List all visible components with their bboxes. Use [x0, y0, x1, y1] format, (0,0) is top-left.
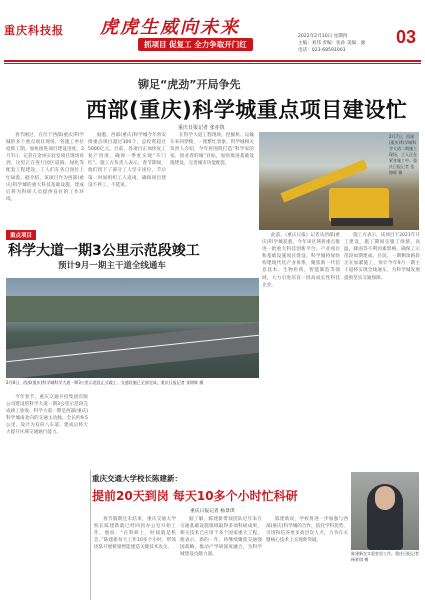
story3-byline: 重庆日报记者 杨景琪: [190, 509, 235, 514]
story1-photo-caption: 2月7日，西部(重庆)科学城科学大道二期施工现场，工人正在紧张施工中。重庆日报记者 张锦辉 摄: [389, 134, 417, 175]
page-number: 03: [396, 27, 417, 47]
story3-column-3: [266, 516, 348, 600]
story3-headline: 提前20天到岗 每天10多个小时忙科研: [92, 489, 298, 503]
story1-col1-text: 春节刚过，在位于西部(重庆)科学城的多个重点项目现场，各施工单位抢抓工期，加快推进项目建设进度。2月7日，记者在金凤实验室项目现场看到，这里正在进行园区道路、绿化等配套工程建设，工人们在各自岗位上忙碌着。据介绍，该项目作为西部(重庆)科学城的重大科技基础设施，建成后将为科研人员提供良好的工作环境。: [6, 133, 84, 202]
story1-column-5: [344, 232, 420, 468]
story2-column-1: [6, 394, 88, 600]
dateline-phone: 电话：023-68591003: [298, 48, 346, 53]
story1-col5-text: 施工方表示，该项目于2021年开工建设，施工期间克服了疫情、高温、降雨等不利因素影响，确保了示范段如期建成。目前，一期剩余路段正在加紧施工，预计今年9月一期主干道将实现全线通车，为科学城发展提供坚实交通保障。: [344, 233, 420, 281]
story1-col2-text: 据悉，西部(重庆)科学城今年将安排重点项目超过300个，总投资超过5000亿元。目前，各项目正加快复工复产进度，确保一季度实现“开门红”。施工方负责人表示，春节期间，他们留下了部分工人坚守岗位，节后第一时间组织工人返岗，确保项目建设不停工、不延误。: [88, 133, 166, 188]
person-face: [375, 486, 395, 510]
dateline: [298, 33, 408, 54]
story3-column-2: [180, 516, 262, 600]
story1-byline: 重庆日报记者 张亦筑: [178, 125, 225, 131]
story1-column-2: [88, 132, 166, 227]
road-photo: [6, 278, 259, 378]
tree-line: [6, 296, 259, 322]
story1-column-4: [262, 232, 340, 468]
story3-col2-text: 据了解，陈建新带领团队近年来在交通基础设施领域取得多项科研成果，相关技术已应用于多个国家重大工程。他表示，新的一年，将继续聚焦交通强国战略，推动产学研深度融合，为科学城建设贡献力量。: [180, 517, 262, 558]
masthead: [0, 0, 425, 70]
excavator-track: [331, 218, 393, 226]
road-surface: [6, 323, 259, 378]
story1-col3-text: 在科学大道工程现场，挖掘机、运输车来回穿梭，一派繁忙景象。科学城相关负责人介绍，今年将围绕打造“科学家的家、创业者的城”目标，加快推进基础设施建设，完善城市功能配套。: [170, 133, 254, 167]
excavator-body: [329, 188, 389, 222]
story2-col1-text: 今年春节，重庆交通开投集团有限公司建设的科学大道一期3公里示范段完成竣工验收。科学大道一期是西部(重庆)科学城南北向的交通主动脉，全长约9.5公里，设计为双向八车道，建成后将大大提升区域交通通行能力。: [6, 395, 88, 436]
column-divider: [90, 470, 91, 600]
story1-column-3: [170, 132, 254, 227]
newspaper-logo: 重庆科技报: [4, 24, 64, 37]
story1-headline: 西部(重庆)科学城重点项目建设忙: [86, 98, 408, 122]
story1-column-1: [6, 132, 84, 227]
masthead-rule: [4, 60, 421, 62]
story3-column-1: [94, 516, 176, 600]
slogan: 虎虎生威向未来: [100, 17, 240, 38]
story2-headline: 科学大道一期3公里示范段竣工: [8, 243, 200, 259]
portrait-photo: [351, 472, 419, 550]
dateline-date: 2022年2月10日 星期四: [298, 34, 348, 39]
story3-tag: 重庆交通大学校长陈建新：: [92, 474, 182, 483]
story3-col1-text: 春节假期还未结束，重庆交通大学校长陈建新就已经回到办公室开始工作，他说：“在科研上，时间就是机会。”陈建新每天工作10多个小时，带领团队开展桥梁智能建造关键技术攻关。: [94, 517, 176, 551]
story1-col4-text: 此前，《重庆日报》记者从西部(重庆)科学城获悉，今年该区域将重点推进一批重大科技创新平台、产业项目和基础设施项目建设。科学城将加快构建现代化产业体系，聚焦新一代信息技术、生物医药、智能制造等领域，大力引进培育一批高成长性科技企业。: [262, 233, 340, 288]
story2-tag: 重点项目: [6, 230, 36, 240]
subslogan: 抓项目 促复工 全力争取开门红: [138, 38, 253, 51]
story2-photo-caption: 2月8日，西部(重庆)科学城科学大道一期3公里示范段正式竣工，交通设施已全部完成。重庆日报记者 张锦辉 摄: [6, 380, 204, 385]
story1-kicker: 铆足“虎劲”开局争先: [138, 78, 241, 91]
story3-photo-caption: 陈建新在实验室里工作。重庆日报记者 杨景琪 摄: [351, 551, 419, 562]
story2-subhead: 预计9月一期主干道全线通车: [58, 261, 166, 271]
dateline-editors: 主编：刘伟 责编：张孙 美编：廖: [298, 41, 366, 46]
story3-col3-text: 陈建新说，学校将进一步加强与西部(重庆)科学城的合作，依托学科优势，引进和培养更多高层次人才，力争在关键核心技术上实现新突破。: [266, 517, 348, 544]
masthead-rule-thin: [4, 63, 421, 64]
